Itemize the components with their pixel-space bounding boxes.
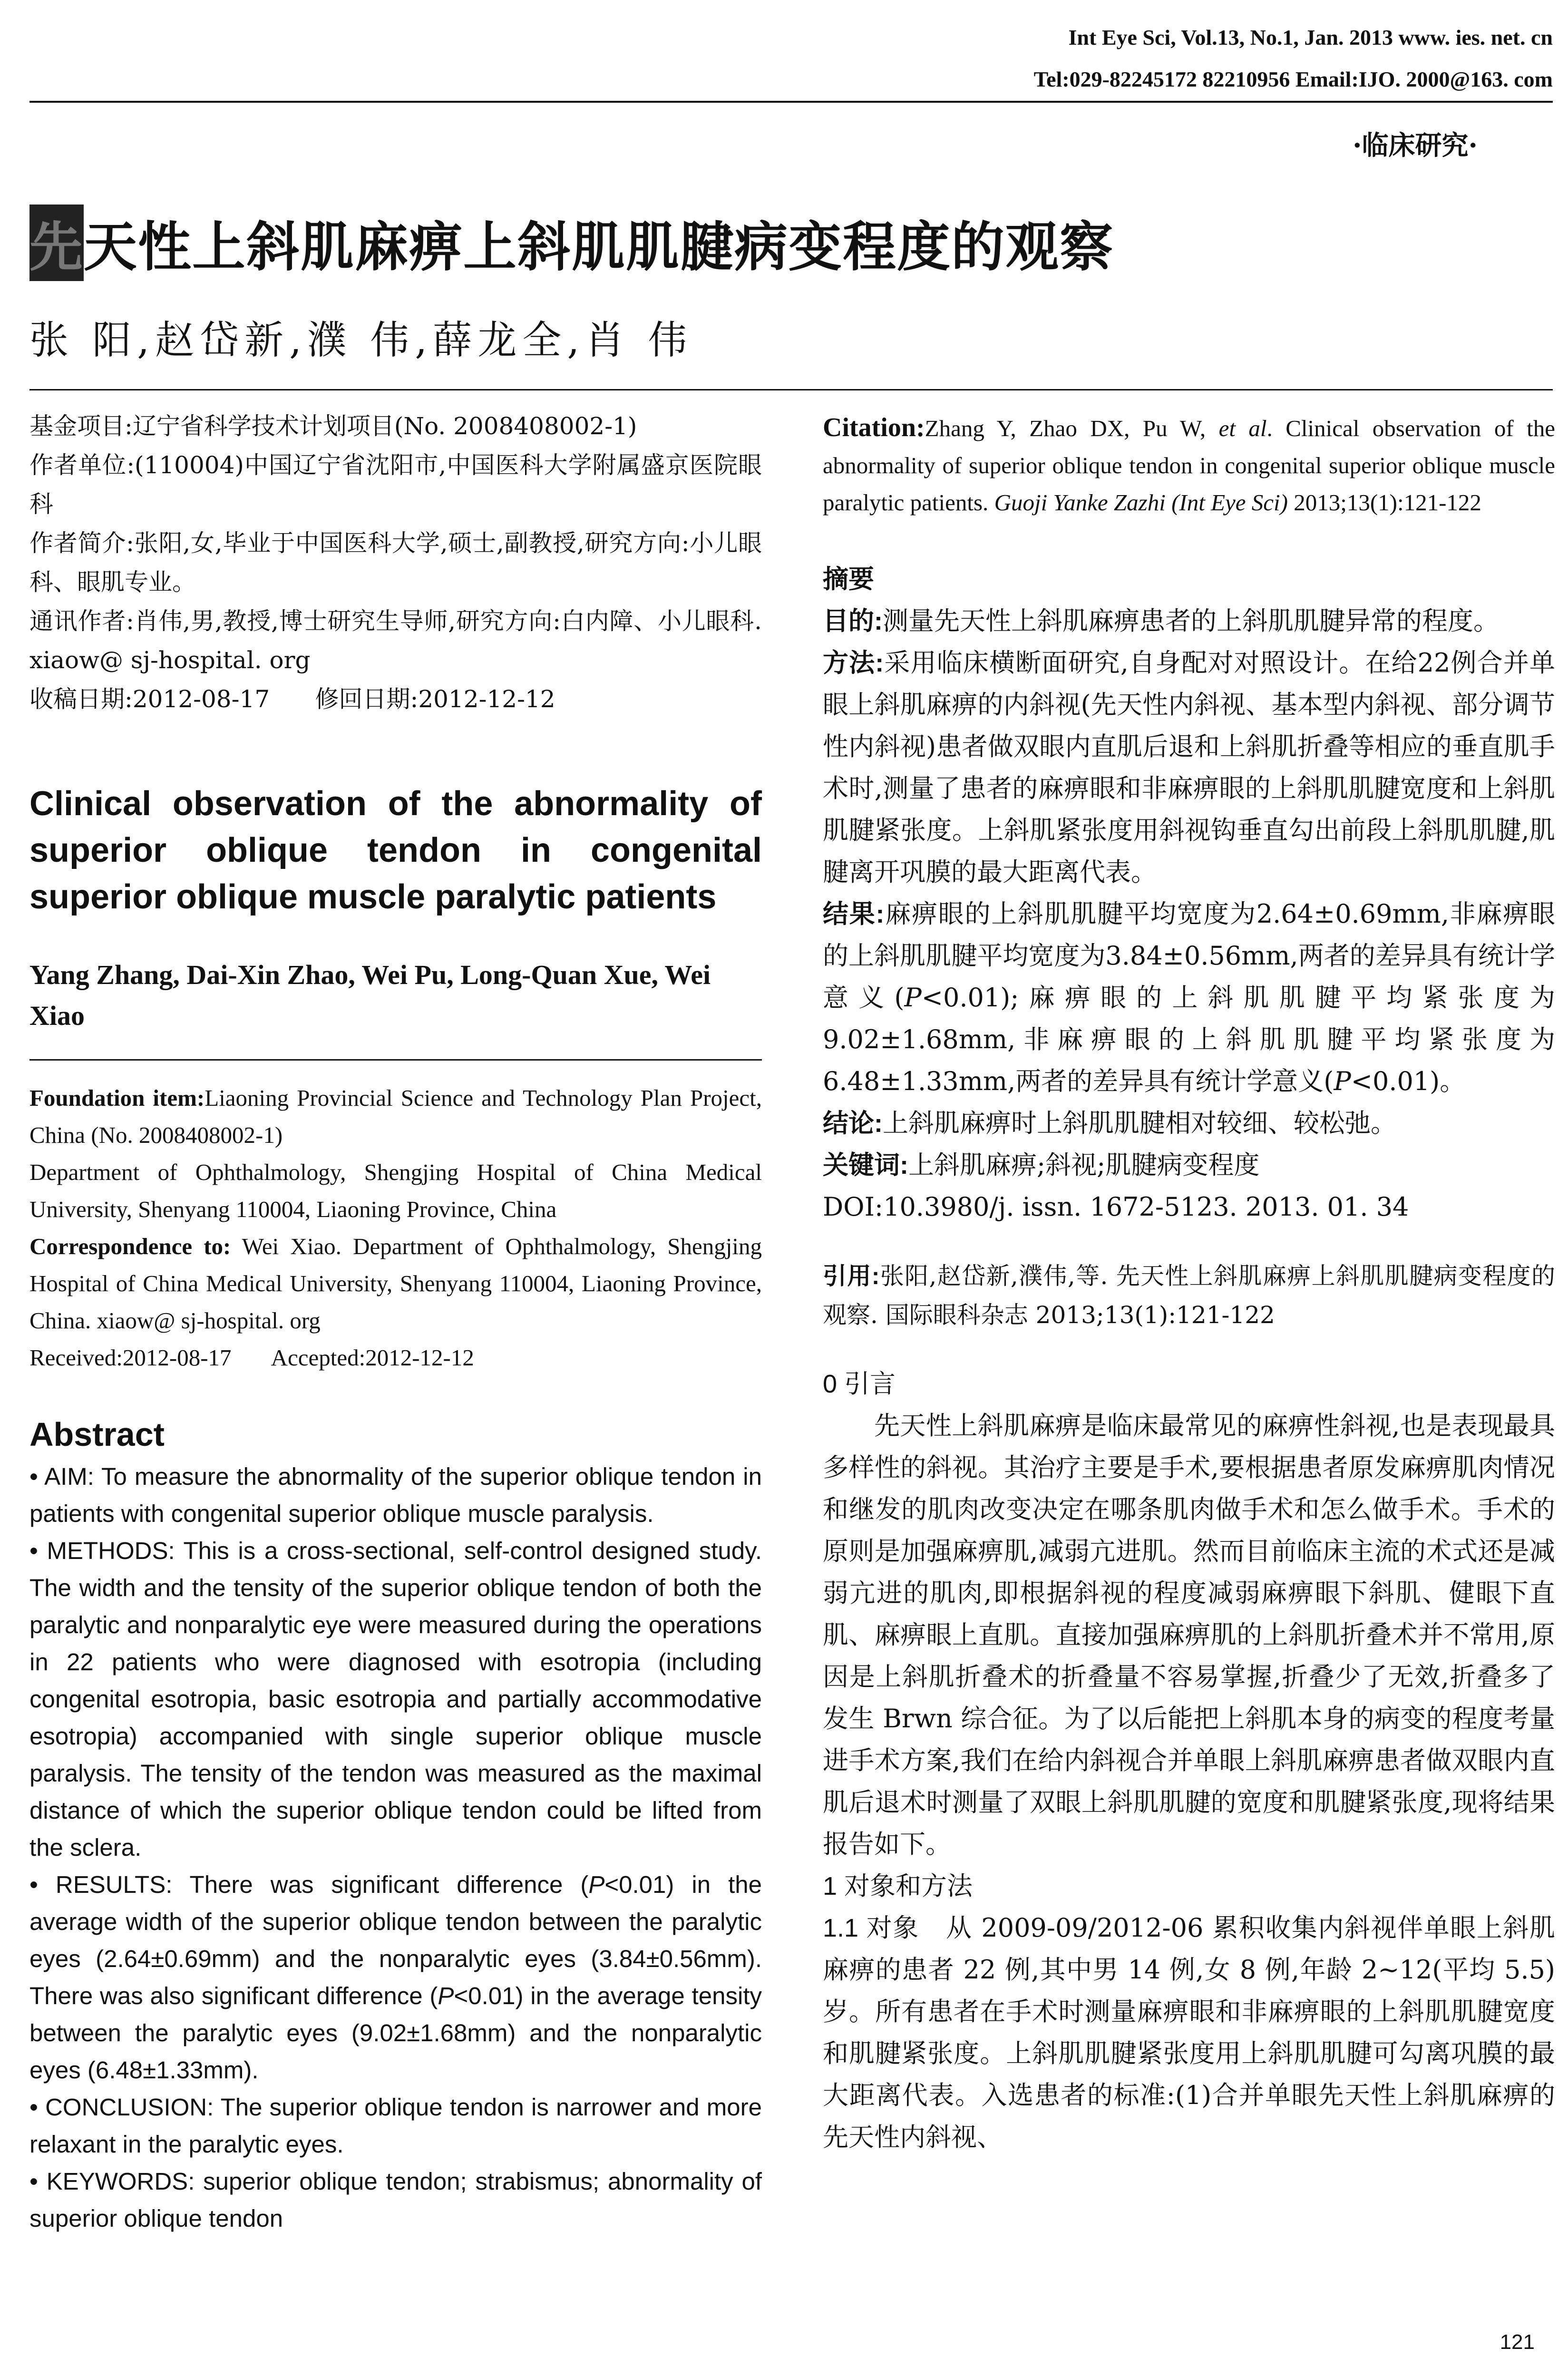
abstract-keywords: • KEYWORDS: superior oblique tendon; strabismus; abnormality of superior oblique tendon — [29, 2168, 762, 2232]
citation-en: Citation:Zhang Y, Zhao DX, Pu W, et al. Clinical observation of the abnormality of superior oblique tendon in congenital superior oblique muscle paralytic patients. Guoji Yanke Zazhi (Int Eye Sci) 2013;13(1):121-122 — [823, 413, 1555, 516]
intro-paragraph: 先天性上斜肌麻痹是临床最常见的麻痹性斜视,也是表现最具多样性的斜视。其治疗主要是手术,要根据患者原发麻痹肌肉情况和继发的肌肉改变决定在哪条肌肉做手术和怎么做手术。手术的原则是加强麻痹肌,减弱亢进肌。然而目前临床主流的术式还是减弱亢进的肌肉,即根据斜视的程度减弱麻痹眼下斜肌、健眼下直肌、麻痹眼上直肌。直接加强麻痹肌的上斜肌折叠术并不常用,原因是上斜肌折叠术的折叠量不容易掌握,折叠少了无效,折叠多了发生 Brwn 综合征。为了以后能把上斜肌本身的病变的程度考量进手术方案,我们在给内斜视合并单眼上斜肌麻痹患者做双眼内直肌后退术时测量了双眼上斜肌肌腱的宽度和肌腱紧张度,现将结果报告如下。 — [823, 1411, 1555, 1859]
abstract-results: • RESULTS: There was significant difference (P<0.01) in the average width of the superior oblique tendon between the paralytic eyes (2.64±0.69mm) and the nonparalytic eyes (3.84±0.56mm). There was also significant difference (P<0.01) in the average tensity between the paralytic eyes (9.02±1.68mm) and the nonparalytic eyes (6.48±1.33mm). — [29, 1871, 762, 2084]
authors-rule — [29, 1059, 762, 1061]
dates-en: Received:2012-08-17 Accepted:2012-12-12 — [29, 1344, 474, 1371]
correspondence-en: Correspondence to: Wei Xiao. Department of Ophthalmology, Shengjing Hospital of China Medical University, Shenyang 110004, Liaoning Province, China. xiaow@ sj-hospital. org — [29, 1233, 762, 1334]
department-en: Department of Ophthalmology, Shengjing Hospital of China Medical University, Shenyang 110004, Liaoning Province, China — [29, 1159, 762, 1222]
dates-zh: 收稿日期:2012-08-17 修回日期:2012-12-12 — [29, 685, 555, 713]
fund-zh: 基金项目:辽宁省科学技术计划项目(No. 2008408002-1) — [29, 412, 637, 440]
authors-en: Yang Zhang, Dai-Xin Zhao, Wei Pu, Long-Quan Xue, Wei Xiao — [29, 959, 711, 1031]
citation-zh: 引用:张阳,赵岱新,濮伟,等. 先天性上斜肌麻痹上斜肌肌腱病变程度的观察. 国际眼科杂志 2013;13(1):121-122 — [823, 1262, 1556, 1329]
abstract-heading: Abstract — [29, 1416, 165, 1453]
author-intro-zh: 作者简介:张阳,女,毕业于中国医科大学,硕士,副教授,研究方向:小儿眼科、眼肌专业。 — [29, 529, 762, 596]
abstract-zh-keywords: 关键词:上斜肌麻痹;斜视;肌腱病变程度 — [823, 1150, 1260, 1180]
page-number: 121 — [1500, 2330, 1535, 2354]
abstract-zh-conclusion: 结论:上斜肌麻痹时上斜肌肌腱相对较细、较松弛。 — [823, 1108, 1396, 1138]
title-rest: 天性上斜肌麻痹上斜肌肌腱病变程度的观察 — [84, 216, 1114, 278]
abstract-zh-aim: 目的:测量先天性上斜肌麻痹患者的上斜肌肌腱异常的程度。 — [823, 606, 1499, 636]
right-column — [823, 409, 1555, 2158]
methods-paragraph: 1.1 对象 从 2009-09/2012-06 累积收集内斜视伴单眼上斜肌麻痹的患者 22 例,其中男 14 例,女 8 例,年龄 2~12(平均 5.5)岁。所有患者在手术时测量麻痹眼和非麻痹眼的上斜肌肌腱宽度和肌腱紧张度。上斜肌肌腱紧张度用上斜肌肌腱可勾离巩膜的最大距离代表。入选患者的标准:(1)合并单眼先天性上斜肌麻痹的先天性内斜视、 — [823, 1913, 1555, 2152]
affiliation-zh: 作者单位:(110004)中国辽宁省沈阳市,中国医科大学附属盛京医院眼科 — [29, 451, 762, 518]
left-column — [29, 407, 762, 2237]
abstract-zh-results: 结果:麻痹眼的上斜肌肌腱平均宽度为2.64±0.69mm,非麻痹眼的上斜肌肌腱平均宽度为3.84±0.56mm,两者的差异具有统计学意义(P<0.01);麻痹眼的上斜肌肌腱平均紧张度为9.02±1.68mm,非麻痹眼的上斜肌肌腱平均紧张度为6.48±1.33mm,两者的差异具有统计学意义(P<0.01)。 — [823, 899, 1555, 1096]
article-title-zh — [29, 205, 1114, 281]
article-title-en: Clinical observation of the abnormality of superior oblique tendon in congenital superior oblique muscle paralytic patients — [29, 785, 762, 916]
methods-heading: 1 对象和方法 — [823, 1872, 973, 1900]
abstract-conclusion: • CONCLUSION: The superior oblique tendon is narrower and more relaxant in the paralytic eyes. — [29, 2094, 762, 2158]
title-first-char: 先 — [29, 205, 84, 281]
foundation-item: Foundation item:Liaoning Provincial Science and Technology Plan Project, China (No. 2008408002-1) — [29, 1085, 762, 1148]
abstract-zh-methods: 方法:采用临床横断面研究,自身配对对照设计。在给22例合并单眼上斜肌麻痹的内斜视(先天性内斜视、基本型内斜视、部分调节性内斜视)患者做双眼内直肌后退和上斜肌折叠等相应的垂直肌手术时,测量了患者的麻痹眼和非麻痹眼的上斜肌肌腱宽度和上斜肌肌腱紧张度。上斜肌紧张度用斜视钩垂直勾出前段上斜肌肌腱,肌腱离开巩膜的最大距离代表。 — [823, 648, 1555, 887]
correspondence-zh: 通讯作者:肖伟,男,教授,博士研究生导师,研究方向:白内障、小儿眼科. xiaow@ sj-hospital. org — [29, 607, 762, 674]
journal-header-line1: Int Eye Sci, Vol.13, No.1, Jan. 2013 www. ies. net. cn — [1068, 25, 1553, 49]
abstract-zh-heading: 摘要 — [823, 565, 874, 594]
doi: DOI:10.3980/j. issn. 1672-5123. 2013. 01. 34 — [823, 1192, 1409, 1222]
title-rule — [29, 389, 1553, 390]
header-rule — [29, 101, 1553, 103]
abstract-methods: • METHODS: This is a cross-sectional, self-control designed study. The width and the tensity of the superior oblique tendon of both the paralytic and nonparalytic eye were measured during the operations in 22 patients who were diagnosed with esotropia (including congenital esotropia, basic esotropia and partially accommodative esotropia) accompanied with single superior oblique muscle paralysis. The tensity of the tendon was measured as the maximal distance of which the superior oblique tendon could be lifted from the sclera. — [29, 1537, 762, 1861]
authors-zh: 张 阳,赵岱新,濮 伟,薛龙全,肖 伟 — [29, 318, 693, 363]
abstract-aim: • AIM: To measure the abnormality of the superior oblique tendon in patients with congenital superior oblique muscle paralysis. — [29, 1463, 762, 1527]
section-tag: ·临床研究· — [1353, 130, 1478, 161]
intro-heading: 0 引言 — [823, 1370, 896, 1398]
journal-header-line2: Tel:029-82245172 82210956 Email:IJO. 2000@163. com — [1033, 67, 1553, 91]
